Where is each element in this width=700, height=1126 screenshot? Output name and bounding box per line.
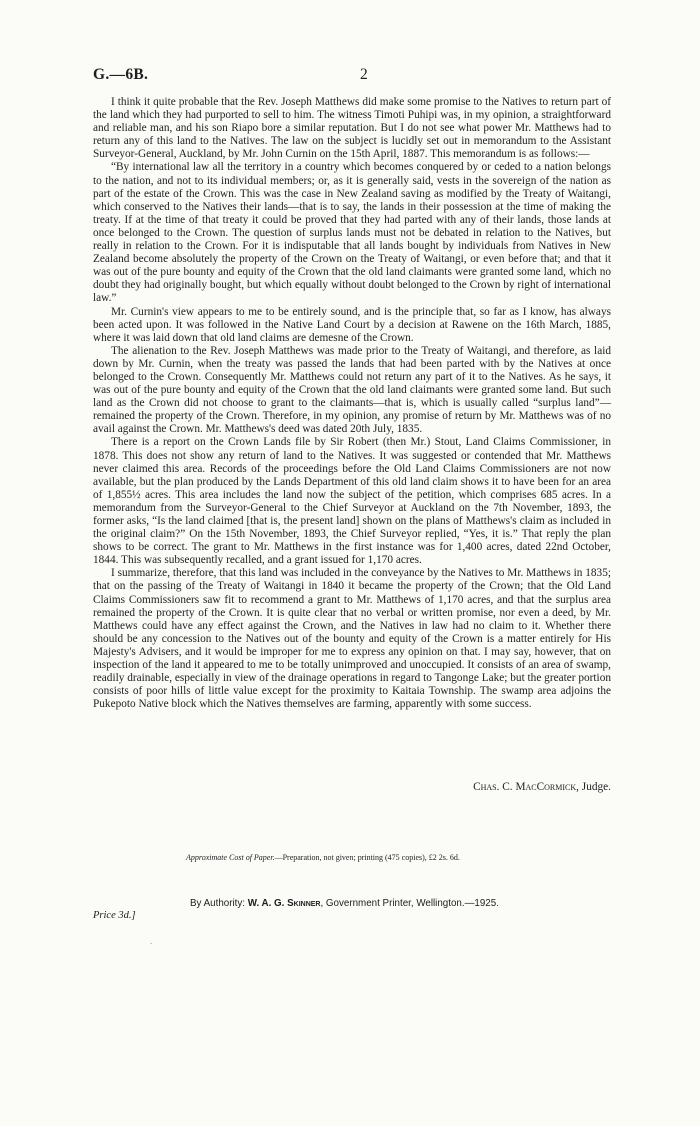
cost-details: —Preparation, not given; printing (475 copies), £2 2s. 6d. (274, 853, 460, 862)
cost-of-paper (186, 853, 460, 862)
cost-label: Approximate Cost of Paper. (186, 853, 275, 862)
signature (420, 781, 611, 793)
page-number: 2 (360, 66, 368, 83)
price: Price 3d.] (93, 910, 136, 921)
authority-line (190, 898, 499, 909)
header-reference: G.—6B. (93, 66, 149, 83)
paragraph: There is a report on the Crown Lands file by Sir Robert (then Mr.) Stout, Land Claims Commissioner, in 1878. This does not show any return of land to the Natives. It was suggested or contended that Mr. Matthews never claimed this area. Records of the proceedings before the Old Land Claims Commissioners are not now available, but the plan produced by the Lands Department of this old land claim shows it to have been for an area of 1,855½ acres. This area includes the land now the subject of the petition, which comprises 685 acres. In a memorandum from the Surveyor-General to the Chief Surveyor at Auckland on the 7th November, 1893, the former asks, “Is the land claimed [that is, the present land] shown on the plans of Matthews's claim as included in the original claim?” On the 15th November, 1893, the Chief Surveyor replied, “Yes, it is.” That reply the plan shows to be correct. The grant to Mr. Matthews in the first instance was for 1,400 acres, dated 22nd October, 1844. This was subsequently recalled, and a grant issued for 1,170 acres. (93, 436, 611, 567)
paragraph-quote: “By international law all the territory in a country which becomes conquered by or ceded to a nation belongs to the nation, and not to its individual members; or, as it is generally said, vests in the sovereign of the nation as part of the estate of the Crown. This was the case in New Zealand saving as modified by the Treaty of Waitangi, which conserved to the Natives their lands—that is to say, the lands in their possession at the time of making the treaty. If at the time of that treaty it could be proved that they had parted with any of their lands, those lands at once belonged to the Crown. The question of surplus lands must not be debated in relation to the Natives, but really in relation to the Crown. For it is indisputable that all lands bought by individuals from Natives in New Zealand become absolutely the property of the Crown on the Treaty of Waitangi, or even before that; and that it was out of the pure bounty and equity of the Crown that the old land claimants were granted some land, which no doubt they had originally bought, but which equally without doubt belonged to the Crown by right of international law.” (93, 161, 611, 305)
paragraph: I summarize, therefore, that this land was included in the conveyance by the Natives to Mr. Matthews in 1835; that on the passing of the Treaty of Waitangi in 1840 it became the property of the Crown; that the Old Land Claims Commissioners saw fit to recommend a grant to Mr. Matthews of 1,170 acres, and that the surplus area remained the property of the Crown. It is quite clear that no verbal or written promise, nor even a deed, by Mr. Matthews could have any effect against the Crown, and the Natives in law had no claim to it. Whether there should be any concession to the Natives out of the bounty and equity of the Crown is a matter entirely for His Majesty's Advisers, and it would be improper for me to express any opinion on that. I may say, however, that on inspection of the land it appeared to me to be totally unimproved and unoccupied. It consists of an area of swamp, readily drainable, especially in view of the drainage operations in regard to Tangonge Lake; but the greater portion consists of poor hills of little value except for the proximity to Kaitaia Township. The swamp area adjoins the Pukepoto Native block which the Natives themselves are farming, apparently with some success. (93, 567, 611, 711)
stray-mark: . (150, 936, 153, 946)
printer-details: , Government Printer, Wellington.—1925. (320, 898, 499, 909)
signature-title: , Judge. (576, 781, 611, 793)
paragraph: I think it quite probable that the Rev. Joseph Matthews did make some promise to the Natives to return part of the land which they had purported to sell to him. The witness Timoti Puhipi was, in my opinion, a straightforward and reliable man, and his son Riapo bore a similar reputation. But I do not see what power Mr. Matthews had to return any of this land to the Natives. The law on the subject is lucidly set out in memorandum to the Assistant Surveyor-General, Auckland, by Mr. John Curnin on the 15th April, 1887. This memorandum is as follows:— (93, 96, 611, 161)
report-body (93, 96, 611, 711)
signature-name: Chas. C. MacCormick (473, 781, 577, 793)
paragraph: The alienation to the Rev. Joseph Matthews was made prior to the Treaty of Waitangi, and therefore, as laid down by Mr. Curnin, when the treaty was passed the lands that had been parted with by the Natives at once belonged to the Crown. Consequently Mr. Matthews could not return any part of it to the Natives. As he says, it was out of the pure bounty and equity of the Crown that the old land claimants were granted some land. But such land as the Crown did not choose to grant to the claimants—that is, which is usually called “surplus land”—remained the property of the Crown. Therefore, in my opinion, any promise of return by Mr. Matthews was of no avail against the Crown. Mr. Matthews's deed was dated 20th July, 1835. (93, 344, 611, 436)
paragraph: Mr. Curnin's view appears to me to be entirely sound, and is the principle that, so far as I know, has always been acted upon. It was followed in the Native Land Court by a decision at Rawene on the 16th March, 1885, where it was laid down that old land claims are demesne of the Crown. (93, 305, 611, 344)
printer-name: W. A. G. Skinner (247, 898, 321, 909)
authority-label: By Authority: (190, 898, 245, 909)
